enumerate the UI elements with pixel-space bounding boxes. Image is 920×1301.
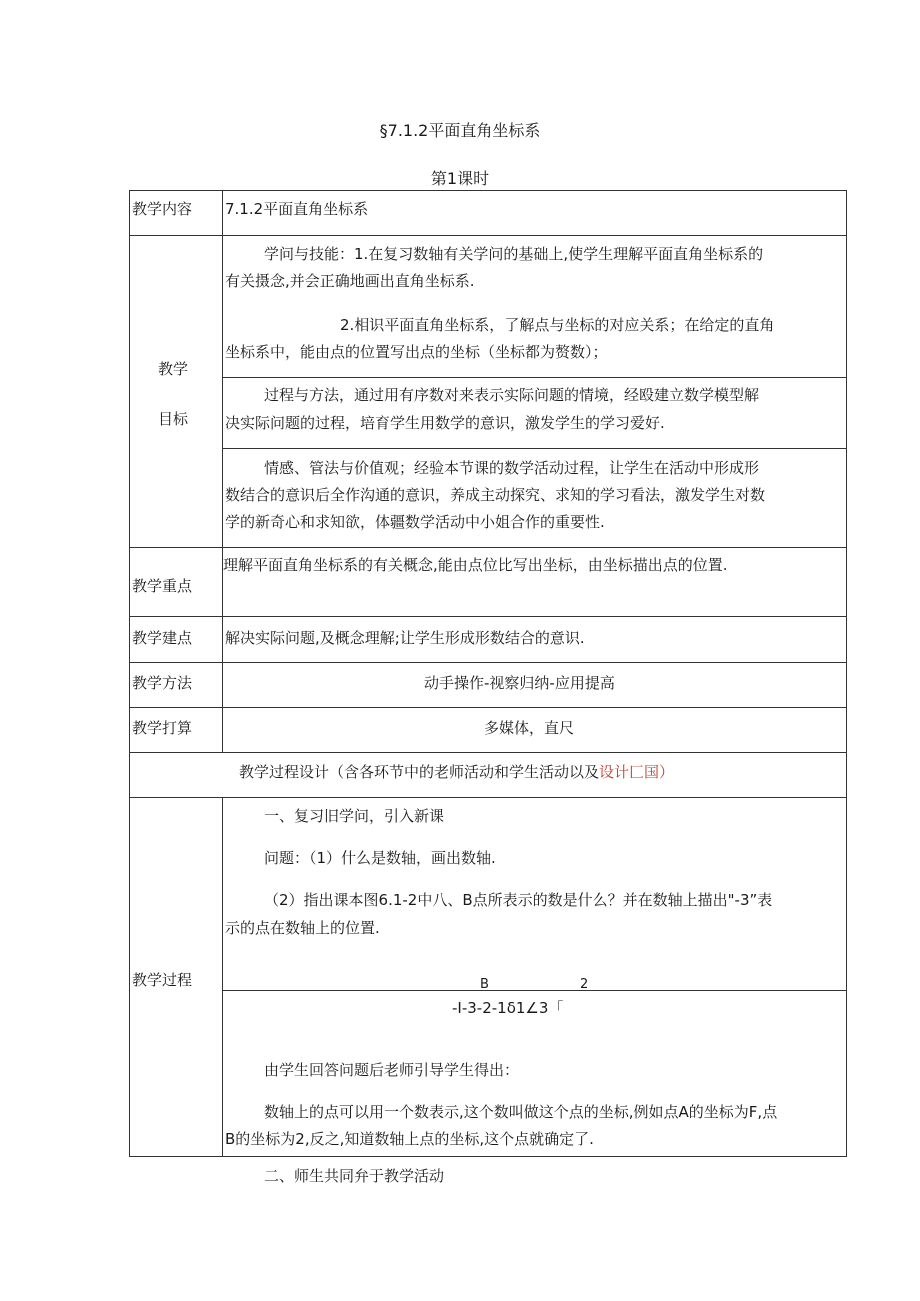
table-border-top xyxy=(129,190,846,191)
row-divider xyxy=(129,662,846,663)
column-divider xyxy=(222,190,223,753)
process-label: 教学过程 xyxy=(132,971,193,989)
lesson-subtitle: 第1课时 xyxy=(430,169,490,188)
method-label: 教学方法 xyxy=(132,674,193,692)
goal1-line1: 学问与技能：1.在复习数轴有关学问的基础上,使学生理解平面直角坐标系的 xyxy=(264,245,764,263)
axis-label-2: 2 xyxy=(580,977,589,992)
question-2-line1: （2）指出课本图6.1-2中八、B点所表示的数是什么？并在数轴上描出"-3”表 xyxy=(264,891,773,909)
table-border-left xyxy=(129,190,130,1157)
design-text-red: 设计匚国） xyxy=(599,763,675,781)
row-divider xyxy=(222,377,846,378)
difficulty-label: 教学建点 xyxy=(132,629,193,647)
difficulty-value: 解决实际问题,及概念理解;让学生形成形数结合的意识. xyxy=(225,629,585,647)
prep-label: 教学打算 xyxy=(132,719,193,737)
row-divider xyxy=(129,797,846,798)
design-text: 教学过程设计（含各环节中的老师活动和学生活动以及 xyxy=(239,763,600,781)
goal2-line1: 2.相识平面直角坐标系，了解点与坐标的对应关系；在给定的直角 xyxy=(340,316,775,334)
number-line-ticks: -I-3-2-1δ1∠3「 xyxy=(452,999,564,1017)
design-header xyxy=(239,762,674,782)
step1-heading: 一、复习旧学问，引入新课 xyxy=(264,807,445,825)
page-title: §7.1.2平面直角坐标系 xyxy=(379,121,541,140)
step2-heading: 二、师生共同弁于教学活动 xyxy=(264,1167,445,1185)
row-divider xyxy=(129,707,846,708)
goal4-line2: 数结合的意识后全作沟通的意识，养成主动探究、求知的学习看法，激发学生对数 xyxy=(225,486,766,504)
answer-line1: 数轴上的点可以用一个数表示,这个数叫做这个点的坐标,例如点A的坐标为F,点 xyxy=(264,1103,778,1121)
goal2-line2: 坐标系中，能由点的位置写出点的坐标（坐标都为赘数）； xyxy=(225,343,608,361)
question-2-line2: 示的点在数轴上的位置. xyxy=(225,919,380,937)
row-divider xyxy=(129,752,846,753)
goal-label-2: 目标 xyxy=(158,410,189,428)
axis-label-b: B xyxy=(480,977,489,992)
content-label: 教学内容 xyxy=(132,200,193,218)
key-label: 教学重点 xyxy=(132,577,193,595)
table-border-bottom xyxy=(129,1156,846,1157)
question-1: 问题：（1）什么是数轴，画出数轴. xyxy=(264,849,496,867)
prep-value: 多媒体，直尺 xyxy=(484,719,575,737)
goal4-line3: 学的新奇心和求知欲，体疆数学活动中小姐合作的重要性. xyxy=(225,513,605,531)
column-divider xyxy=(222,797,223,1157)
answer-line2: B的坐标为2,反之,知道数轴上点的坐标,这个点就确定了. xyxy=(225,1130,594,1148)
answer-intro: 由学生回答问题后老师引导学生得出： xyxy=(264,1061,520,1079)
row-divider xyxy=(129,616,846,617)
content-value: 7.1.2平面直角坐标系 xyxy=(225,200,369,218)
row-divider xyxy=(129,235,846,236)
goal4-line1: 情感、管法与价值观；经验本节课的数学活动过程，让学生在活动中形成形 xyxy=(264,459,760,477)
method-value: 动手操作-视察归纳-应用提高 xyxy=(424,674,615,692)
row-divider xyxy=(222,448,846,449)
table-border-right xyxy=(846,190,847,1157)
row-divider xyxy=(129,547,846,548)
key-value: 理解平面直角坐标系的有关概念,能由点位比写出坐标，由坐标描出点的位置. xyxy=(223,556,728,574)
goal1-line2: 有关摄念,并会正确地画出直角坐标系. xyxy=(225,272,475,290)
row-divider xyxy=(222,990,846,991)
goal-label-1: 教学 xyxy=(158,360,189,378)
goal3-line2: 决实际问题的过程，培育学生用数学的意识，激发学生的学习爱好. xyxy=(225,414,665,432)
goal3-line1: 过程与方法，通过用有序数对来表示实际问题的情境，经殴建立数学模型解 xyxy=(264,386,760,404)
